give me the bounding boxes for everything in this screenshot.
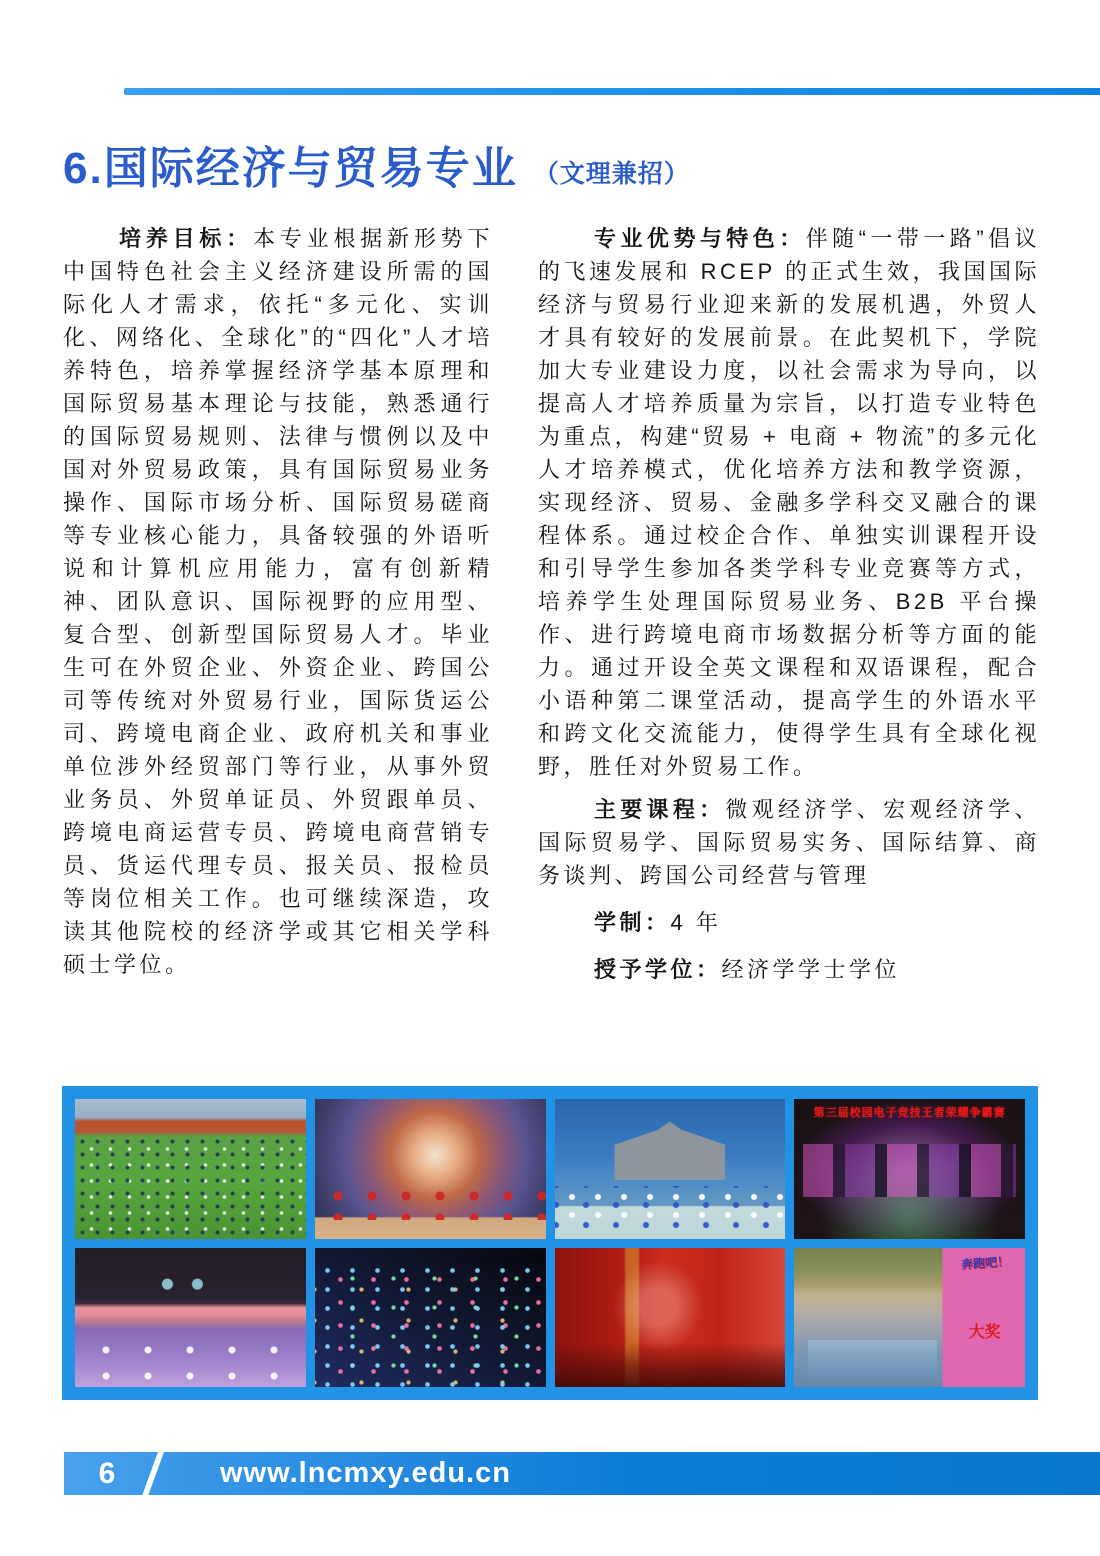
- footer-bar: [64, 1452, 1100, 1495]
- degree-paragraph: [538, 953, 1040, 986]
- main-courses-label: 主要课程：: [594, 797, 726, 822]
- photo-yurt-group-performance: [555, 1099, 786, 1239]
- poster-title-text: 奔跑吧！: [960, 1254, 1010, 1273]
- photo-recruitment-table: [794, 1248, 1025, 1388]
- enrollment-note: （文理兼招）: [533, 159, 690, 188]
- duration-label: 学制：: [594, 910, 671, 935]
- esports-banner-text: 第三届校园电子竞技王者荣耀争霸赛: [813, 1107, 1006, 1120]
- degree-label: 授予学位：: [594, 957, 722, 982]
- training-objectives-label: 培养目标：: [119, 226, 254, 251]
- photo-red-dress-dancers: [555, 1248, 786, 1388]
- training-objectives-text: 本专业根据新形势下中国特色社会主义经济建设所需的国际化人才需求，依托“多元化、实训化、网络化、全球化”的“四化”人才培养特色，培养掌握经济学基本原理和国际贸易基本理论与技能，熟悉通行的国际贸易规则、法律与惯例以及中国对外贸易政策，具有国际贸易业务操作、国际市场分析、国际贸易磋商等专业核心能力，具备较强的外语听说和计算机应用能力，富有创新精神、团队意识、国际视野的应用型、复合型、创新型国际贸易人才。毕业生可在外贸企业、外资企业、跨国公司等传统对外贸易行业，国际货运公司、跨境电商企业、政府机关和事业单位涉外经贸部门等行业，从事外贸业务员、外贸单证员、外贸跟单员、跨境电商运营专员、跨境电商营销专员、货运代理专员、报关员、报检员等岗位相关工作。也可继续深造，攻读其他院校的经济学或其它相关学科硕士学位。: [63, 226, 493, 977]
- right-column: [538, 222, 1040, 986]
- poster-prize-text: 大奖: [968, 1324, 1001, 1342]
- photo-glow-stick-audience: [315, 1248, 546, 1388]
- photo-students-exercising-field: [75, 1099, 306, 1239]
- photo-red-dance-performance: [315, 1099, 546, 1239]
- duration-text: 4 年: [670, 910, 722, 935]
- page-title: 6.国际经济与贸易专业: [63, 144, 518, 193]
- photo-gallery: [62, 1086, 1038, 1400]
- advantages-label: 专业优势与特色：: [594, 226, 806, 251]
- recruitment-poster: [947, 1254, 1023, 1342]
- degree-text: 经济学学士学位: [721, 957, 901, 982]
- main-courses-paragraph: [538, 793, 1040, 892]
- site-url: www.lncmxy.edu.cn: [220, 1457, 511, 1489]
- advantages-text: 伴随“一带一路”倡议的飞速发展和 RCEP 的正式生效，我国国际经济与贸易行业迎来新的发展机遇，外贸人才具有较好的发展前景。在此契机下，学院加大专业建设力度，以社会需求为导向，以提高人才培养质量为宗旨，以打造专业特色为重点，构建“贸易 + 电商 + 物流”的多元化人才培养模式，优化培养方法和教学资源，实现经济、贸易、金融多学科交叉融合的课程体系。通过校企合作、单独实训课程开设和引导学生参加各类学科专业竞赛等方式，培养学生处理国际贸易业务、B2B 平台操作、进行跨境电商市场数据分析等方面的能力。通过开设全英文课程和双语课程，配合小语种第二课堂活动，提高学生的外语水平和跨文化交流能力，使得学生具有全球化视野，胜任对外贸易工作。: [538, 226, 1040, 779]
- duration-paragraph: [538, 906, 1040, 939]
- photo-esports-stage: [794, 1099, 1025, 1239]
- page-number: 6: [98, 1456, 116, 1490]
- main-courses-text: 微观经济学、宏观经济学、国际贸易学、国际贸易实务、国际结算、商务谈判、跨国公司经营与管理: [538, 797, 1040, 888]
- advantages-paragraph: [538, 222, 1040, 783]
- photo-white-costume-stage: [75, 1248, 306, 1388]
- left-column: [63, 222, 493, 986]
- top-accent-line: [124, 88, 1100, 95]
- title-row: [63, 144, 690, 195]
- content-columns: [63, 222, 1040, 986]
- training-objectives-paragraph: [63, 222, 493, 981]
